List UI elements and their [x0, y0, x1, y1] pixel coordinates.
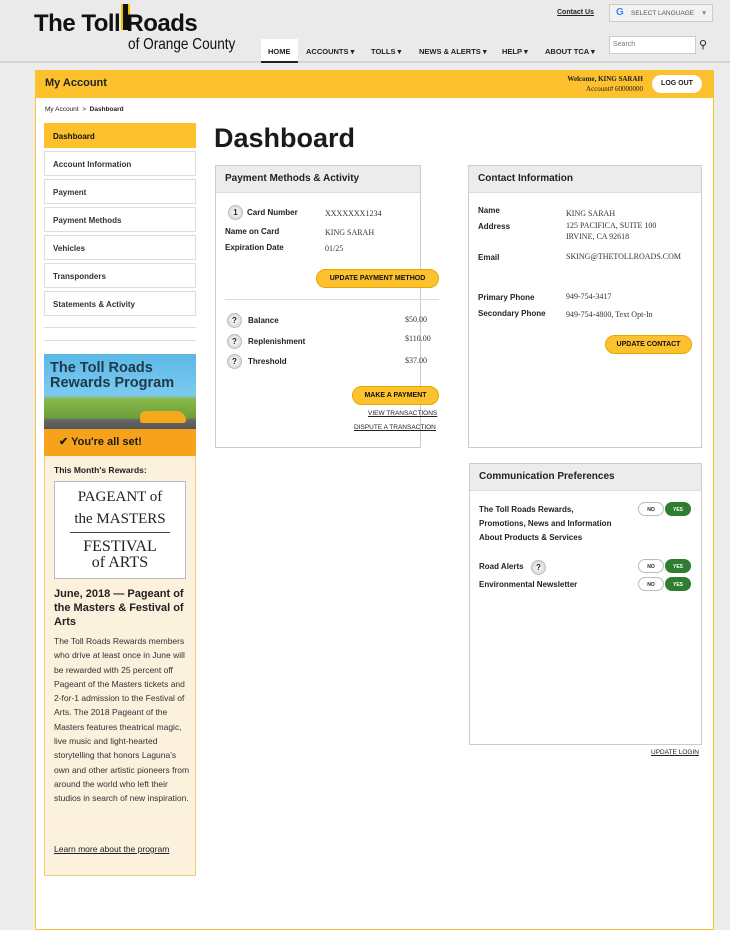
rewards-body: The Toll Roads Rewards members who drive at least once in June will be rewarded with 25 percent off Pageant of the Masters tickets and 2-for-1 admission to the Festival of Arts. The 2018 Pageant of the Masters features theatrical magic, live music and light-hearted storytelling that honors Laguna's own and other artistic pioneers from around the world who left their studios in search of new inspiration.	[54, 636, 190, 804]
pref-road-alerts-yes-toggle[interactable]: YES	[665, 559, 691, 573]
breadcrumb-root[interactable]: My Account	[45, 106, 79, 113]
sidebar-item-account-information[interactable]: Account Information	[44, 151, 196, 176]
update-login-link[interactable]: UPDATE LOGIN	[651, 749, 699, 756]
address-line1: 125 PACIFICA, SUITE 100	[566, 221, 657, 230]
expiration-date: 01/25	[325, 244, 344, 253]
sidebar-item-transponders[interactable]: Transponders	[44, 263, 196, 288]
nav-home[interactable]: HOME	[261, 39, 298, 63]
welcome-name: Welcome, KING SARAH	[567, 75, 643, 83]
email: SKING@THETOLLROADS.COM	[566, 252, 681, 261]
dispute-transaction-link[interactable]: DISPUTE A TRANSACTION	[354, 424, 436, 431]
replenishment-value: $110.00	[405, 334, 431, 343]
pref-road-alerts-no-toggle[interactable]: NO	[638, 559, 664, 573]
divider	[44, 340, 196, 341]
rewards-month-label: This Month's Rewards:	[54, 465, 147, 475]
threshold-label: Threshold	[248, 357, 287, 366]
google-icon: G	[616, 7, 624, 18]
card-number: XXXXXXX1234	[325, 209, 382, 218]
contact-name-label: Name	[478, 206, 500, 215]
pref-rewards-label: The Toll Roads Rewards, Promotions, News and Information About Products & Services	[479, 505, 612, 542]
rewards-title	[50, 361, 174, 391]
logo-text: the MASTERS	[74, 511, 166, 527]
sidebar-item-vehicles[interactable]: Vehicles	[44, 235, 196, 260]
prefs-card-title: Communication Preferences	[470, 464, 701, 491]
update-contact-button[interactable]: UPDATE CONTACT	[605, 335, 692, 354]
name-on-card-label: Name on Card	[225, 227, 280, 236]
pref-newsletter-no-toggle[interactable]: NO	[638, 577, 664, 591]
address-line2: IRVINE, CA 92618	[566, 232, 630, 241]
account-number: Account# 60000000	[586, 85, 643, 93]
replenishment-label: Replenishment	[248, 337, 306, 346]
view-transactions-link[interactable]: VIEW TRANSACTIONS	[368, 410, 438, 417]
pref-newsletter-yes-toggle[interactable]: YES	[665, 577, 691, 591]
sidebar-item-dashboard[interactable]: Dashboard	[44, 123, 196, 148]
logout-button[interactable]: LOG OUT	[652, 75, 702, 93]
address-label: Address	[478, 222, 511, 231]
rewards-title-line2: Rewards Program	[50, 375, 175, 391]
contact-us-link[interactable]: Contact Us	[557, 9, 594, 16]
account-title: My Account	[45, 77, 107, 89]
breadcrumb-sep: >	[82, 106, 87, 113]
sidebar-item-statements[interactable]: Statements & Activity	[44, 291, 196, 316]
contact-card	[468, 165, 702, 448]
secondary-phone: 949-754-4800, Text Opt-In	[566, 310, 653, 319]
payment-card-title: Payment Methods & Activity	[216, 166, 420, 193]
help-icon[interactable]: ?	[227, 334, 242, 349]
update-payment-method-button[interactable]: UPDATE PAYMENT METHOD	[316, 269, 439, 288]
pref-newsletter-label: Environmental Newsletter	[479, 580, 578, 589]
sidebar-item-payment[interactable]: Payment	[44, 179, 196, 204]
pref-road-alerts-label: Road Alerts	[479, 562, 524, 571]
logo-subtitle: of Orange County	[128, 36, 236, 53]
contact-name: KING SARAH	[566, 209, 616, 218]
nav-accounts[interactable]: ACCOUNTS ▾	[306, 47, 355, 56]
primary-phone-label: Primary Phone	[478, 293, 535, 302]
pref-rewards-no-toggle[interactable]: NO	[638, 502, 664, 516]
primary-phone: 949-754-3417	[566, 292, 612, 301]
logo-text: FESTIVAL	[83, 538, 157, 555]
sidebar-item-payment-methods[interactable]: Payment Methods	[44, 207, 196, 232]
balance-value: $50.00	[405, 315, 427, 324]
nav-news-alerts[interactable]: NEWS & ALERTS ▾	[419, 47, 487, 56]
learn-more-link[interactable]: Learn more about the program	[54, 844, 170, 854]
logo[interactable]: The Toll Roads	[34, 10, 198, 37]
help-icon[interactable]: ?	[227, 354, 242, 369]
car-illustration	[140, 411, 186, 423]
nav-tolls[interactable]: TOLLS ▾	[371, 47, 402, 56]
card-index-badge: 1	[228, 205, 243, 220]
divider	[44, 327, 196, 328]
card-number-label: Card Number	[247, 208, 298, 217]
logo-text: of ARTS	[91, 554, 149, 571]
payment-card	[215, 165, 421, 448]
address	[566, 220, 656, 242]
expiration-label: Expiration Date	[225, 243, 284, 252]
divider	[225, 299, 439, 300]
name-on-card: KING SARAH	[325, 228, 375, 237]
help-icon[interactable]: ?	[227, 313, 242, 328]
rewards-title-line1: The Toll Roads	[50, 360, 153, 376]
search-icon[interactable]: ⚲	[699, 38, 708, 51]
rewards-status: ✔ You're all set!	[44, 429, 196, 456]
welcome-text	[520, 74, 643, 94]
balance-label: Balance	[248, 316, 279, 325]
search-input[interactable]: Search	[609, 36, 696, 54]
email-label: Email	[478, 253, 500, 262]
nav-help[interactable]: HELP ▾	[502, 47, 528, 56]
help-icon[interactable]: ?	[531, 560, 546, 575]
contact-card-title: Contact Information	[469, 166, 701, 193]
rewards-headline: June, 2018 — Pageant of the Masters & Festival of Arts	[54, 588, 184, 628]
secondary-phone-label: Secondary Phone	[478, 309, 546, 318]
nav-about-tca[interactable]: ABOUT TCA ▾	[545, 47, 595, 56]
pref-rewards-yes-toggle[interactable]: YES	[665, 502, 691, 516]
threshold-value: $37.00	[405, 356, 427, 365]
breadcrumb-current: Dashboard	[89, 106, 124, 113]
page-title: Dashboard	[214, 123, 356, 153]
make-payment-button[interactable]: MAKE A PAYMENT	[352, 386, 439, 405]
logo-text: PAGEANT of	[77, 489, 163, 505]
language-select[interactable]: G SELECT LANGUAGE ▼	[609, 4, 713, 22]
pageant-logo	[54, 481, 186, 579]
breadcrumb	[45, 106, 124, 113]
